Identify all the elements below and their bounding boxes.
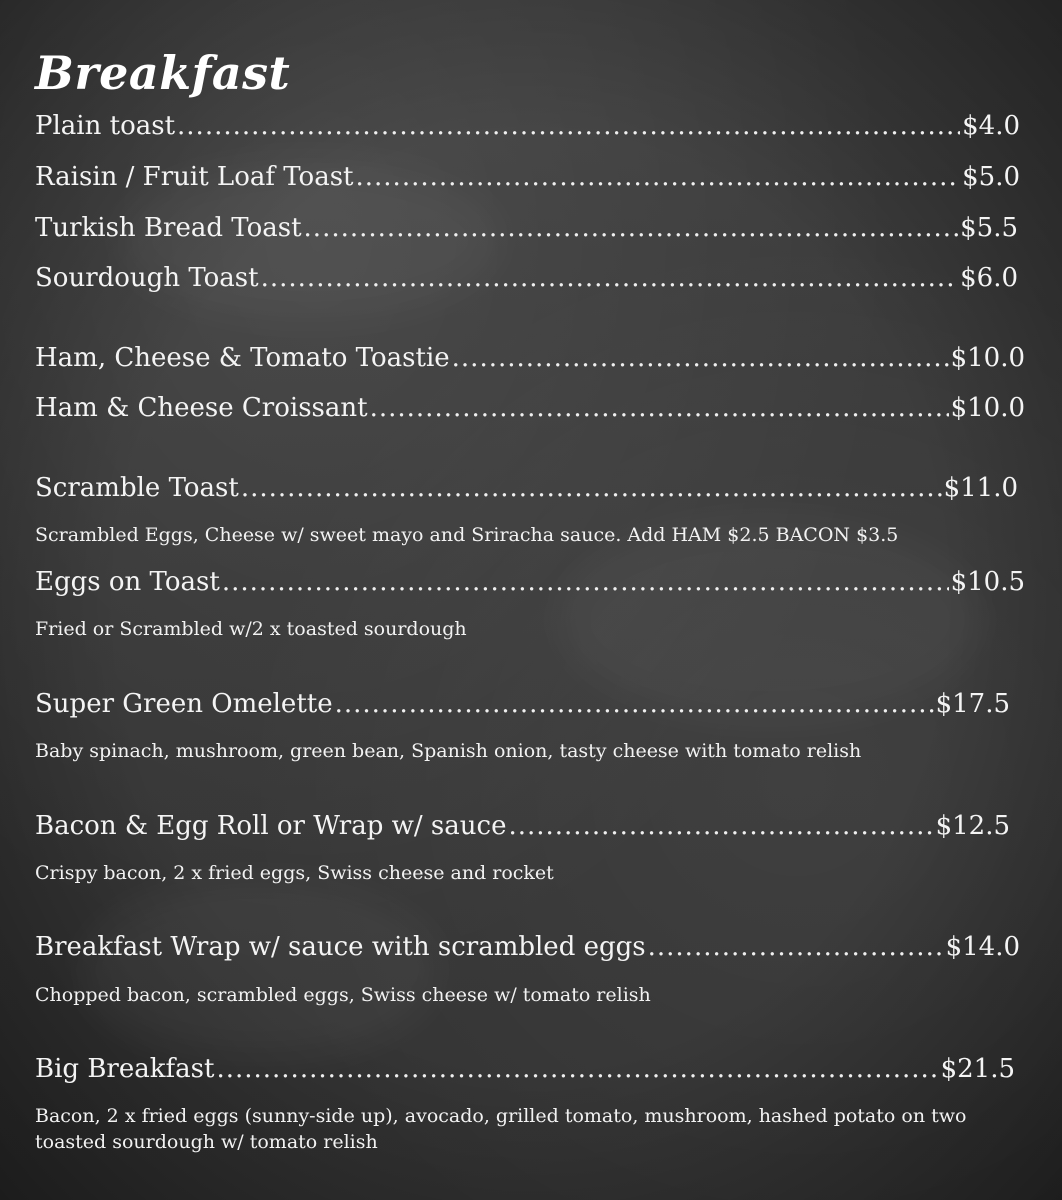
item-description: Scrambled Eggs, Cheese w/ sweet mayo and Sriracha sauce. Add HAM $2.5 BACON $3.5 [35,524,899,546]
leader-dots [508,810,933,842]
item-price: $5.5 [960,213,1018,243]
item-price: $4.0 [962,111,1020,141]
item-price: $6.0 [960,263,1018,293]
item-price: $12.5 [935,811,1010,841]
menu-item [35,212,1018,244]
leader-dots [370,392,949,424]
item-name: Super Green Omelette [35,689,333,719]
item-price: $10.0 [950,393,1025,423]
item-name: Plain toast [35,111,176,141]
leader-dots [216,1053,938,1085]
menu-item [35,566,1025,598]
menu-item [35,810,1010,842]
item-name: Bacon & Egg Roll or Wrap w/ sauce [35,811,507,841]
leader-dots [241,472,942,504]
leader-dots [335,688,934,720]
item-price: $21.5 [940,1054,1015,1084]
menu-item [35,688,1010,720]
item-price: $5.0 [962,162,1020,192]
item-name: Breakfast Wrap w/ sauce with scrambled eggs [35,932,646,962]
item-description: Chopped bacon, scrambled eggs, Swiss cheese w/ tomato relish [35,984,651,1006]
leader-dots [648,931,944,963]
menu-item [35,931,1020,963]
item-price: $10.5 [950,567,1025,597]
leader-dots [222,566,949,598]
item-price: $10.0 [950,343,1025,373]
leader-dots [452,342,949,374]
menu-item [35,392,1025,424]
item-name: Ham, Cheese & Tomato Toastie [35,343,450,373]
menu-item [35,1053,1015,1085]
leader-dots [261,262,959,294]
item-price: $17.5 [935,689,1010,719]
item-description: Crispy bacon, 2 x fried eggs, Swiss cheese and rocket [35,862,554,884]
item-price: $14.0 [945,932,1020,962]
leader-dots [356,161,961,193]
item-description: Bacon, 2 x fried eggs (sunny-side up), avocado, grilled tomato, mushroom, hashed potato on two toasted sourdough w/ tomato relish [35,1105,967,1153]
item-name: Turkish Bread Toast [35,213,302,243]
leader-dots [177,110,960,142]
item-name: Scramble Toast [35,473,239,503]
item-name: Sourdough Toast [35,263,259,293]
menu-item [35,161,1020,193]
item-description: Baby spinach, mushroom, green bean, Spanish onion, tasty cheese with tomato relish [35,740,862,762]
item-name: Eggs on Toast [35,567,220,597]
menu-item [35,472,1018,504]
menu-title: Breakfast [35,46,291,100]
chalk-smudge [80,880,440,1060]
item-description: Fried or Scrambled w/2 x toasted sourdough [35,618,467,640]
menu-item [35,342,1025,374]
item-name: Ham & Cheese Croissant [35,393,368,423]
menu-item [35,110,1020,142]
menu-item [35,262,1018,294]
item-name: Big Breakfast [35,1054,215,1084]
item-name: Raisin / Fruit Loaf Toast [35,162,354,192]
item-price: $11.0 [943,473,1018,503]
leader-dots [304,212,959,244]
